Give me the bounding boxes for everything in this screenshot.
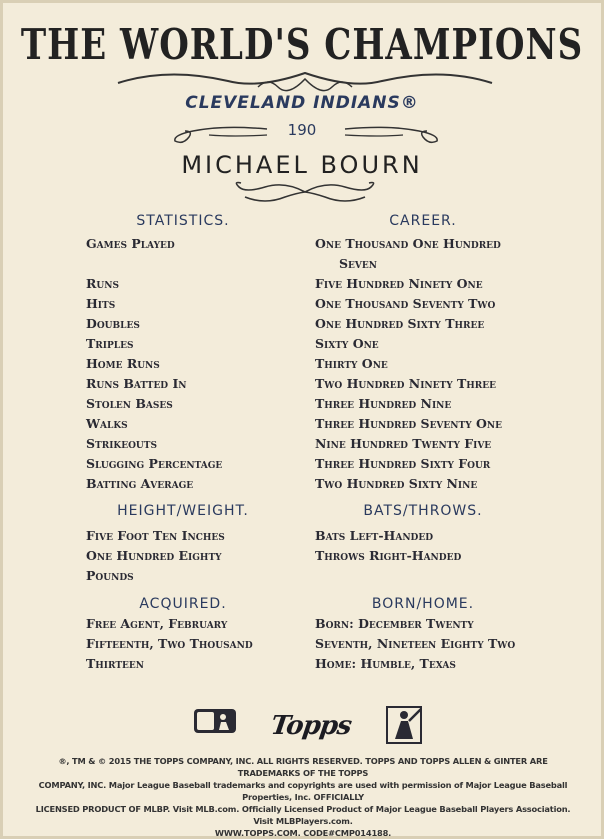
born-home-line: Home: Humble, Texas	[315, 656, 456, 671]
stat-value: Three Hundred Nine	[315, 396, 452, 411]
stat-label: Games Played	[86, 236, 175, 251]
stat-label: Walks	[86, 416, 128, 431]
player-name: MICHAEL BOURN	[181, 151, 423, 179]
height-weight-line: Five Foot Ten Inches	[86, 528, 225, 543]
card-title: THE WORLD'S CHAMPIONS	[20, 20, 584, 70]
legal-line: LICENSED PRODUCT OF MLBP. Visit MLB.com. Officially Licensed Product of Major League Baseball Players Association. Visit MLBPlayers.com.	[35, 804, 571, 826]
stat-label: Batting Average	[86, 476, 194, 491]
bats-throws-heading: BATS/THROWS.	[363, 503, 483, 519]
legal-line: ®, TM & © 2015 THE TOPPS COMPANY, INC. ALL RIGHTS RESERVED. TOPPS AND TOPPS ALLEN & GINTER ARE TRADEMARKS OF THE TOPPS	[58, 756, 548, 778]
height-weight-line: One Hundred Eighty	[86, 548, 222, 563]
born-home-line: Born: December Twenty	[315, 616, 474, 631]
stat-value: One Thousand Seventy Two	[315, 296, 496, 311]
legal-text	[33, 755, 573, 839]
height-weight-line: Pounds	[86, 568, 134, 583]
legal-line: COMPANY, INC. Major League Baseball trademarks and copyrights are used with permission of Major League Baseball Properties, Inc. OFFICIALLY	[38, 780, 568, 802]
acquired-heading: ACQUIRED.	[139, 596, 227, 612]
stat-value: Thirty One	[315, 356, 388, 371]
height-weight-heading: HEIGHT/WEIGHT.	[117, 503, 249, 519]
stat-label: Hits	[86, 296, 116, 311]
stat-label: Doubles	[86, 316, 140, 331]
stat-label: Stolen Bases	[86, 396, 173, 411]
stat-label: Runs	[86, 276, 119, 291]
stat-label: Runs Batted In	[86, 376, 187, 391]
born-home-heading: BORN/HOME.	[371, 596, 475, 612]
acquired-line: Thirteen	[86, 656, 144, 671]
bats-throws-line: Throws Right-Handed	[315, 548, 462, 563]
stat-label: Triples	[86, 336, 134, 351]
stat-value: Sixty One	[315, 336, 379, 351]
statistics-heading: STATISTICS.	[136, 213, 230, 229]
stat-value: Three Hundred Sixty Four	[315, 456, 491, 471]
stat-value: Two Hundred Sixty Nine	[315, 476, 478, 491]
team-name: CLEVELAND INDIANS®	[185, 93, 419, 113]
mlbpa-logo-icon	[381, 703, 427, 747]
stat-label: Slugging Percentage	[86, 456, 223, 471]
legal-line: WWW.TOPPS.COM. CODE#CMP014188.	[214, 828, 392, 838]
name-flourish	[225, 179, 385, 205]
acquired-line: Free Agent, February	[86, 616, 228, 631]
stat-value: Three Hundred Seventy One	[315, 416, 502, 431]
bats-throws-line: Bats Left-Handed	[315, 528, 434, 543]
stat-value: One Thousand One Hundred	[315, 236, 501, 251]
mlb-logo-icon	[193, 708, 237, 734]
acquired-line: Fifteenth, Two Thousand	[86, 636, 253, 651]
career-heading: CAREER.	[389, 213, 457, 229]
stat-value: Nine Hundred Twenty Five	[315, 436, 492, 451]
topps-logo: Topps	[268, 711, 353, 741]
card-number: 190	[287, 121, 317, 139]
stat-label: Home Runs	[86, 356, 160, 371]
stat-value: Two Hundred Ninety Three	[315, 376, 496, 391]
stat-label: Strikeouts	[86, 436, 157, 451]
stat-value: Five Hundred Ninety One	[315, 276, 483, 291]
stat-value-continued: Seven	[339, 256, 377, 271]
stat-value: One Hundred Sixty Three	[315, 316, 485, 331]
born-home-line: Seventh, Nineteen Eighty Two	[315, 636, 516, 651]
